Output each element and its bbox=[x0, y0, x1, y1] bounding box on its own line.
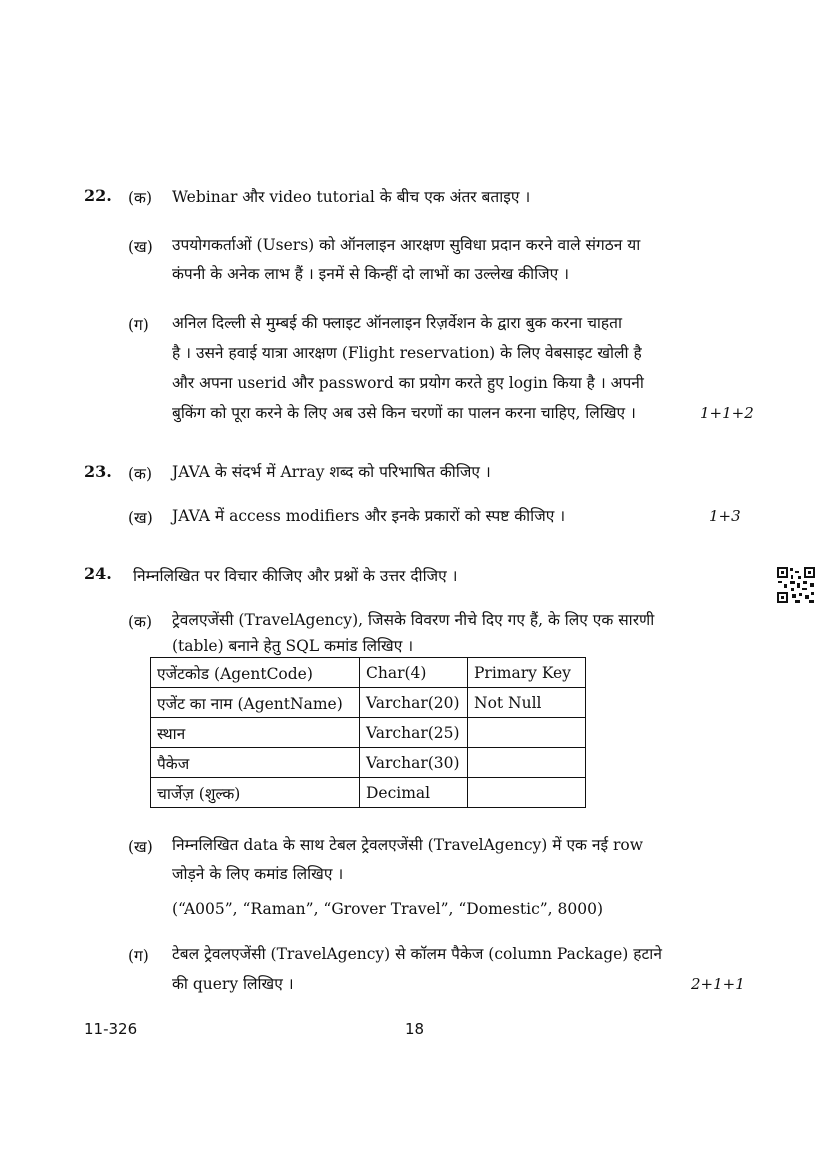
q22-part-c-line-3: और अपना userid और password का प्रयोग करते हुए login किया है । अपनी bbox=[172, 374, 644, 392]
q23-part-a-label: (क) bbox=[128, 465, 152, 483]
table-cell: Decimal bbox=[360, 778, 468, 808]
q24-part-b-data-values: (“A005”, “Raman”, “Grover Travel”, “Domestic”, 8000) bbox=[172, 900, 604, 918]
q24-part-a-label: (क) bbox=[128, 613, 152, 631]
q24-part-a-line-1: ट्रेवलएजेंसी (TravelAgency), जिसके विवरण नीचे दिए गए हैं, के लिए एक सारणी bbox=[172, 611, 655, 629]
q22-part-b-line-2: कंपनी के अनेक लाभ हैं । इनमें से किन्हीं दो लाभों का उल्लेख कीजिए । bbox=[172, 265, 569, 283]
travelagency-structure-table bbox=[150, 657, 586, 808]
q24-part-a-line-2: (table) बनाने हेतु SQL कमांड लिखिए । bbox=[172, 637, 414, 655]
q23-marks: 1+3 bbox=[709, 507, 741, 525]
question-number-23: 23. bbox=[84, 462, 112, 481]
q24-part-c-line-2: की query लिखिए । bbox=[172, 975, 294, 993]
q22-part-a-text: Webinar और video tutorial के बीच एक अंतर बताइए । bbox=[172, 188, 531, 206]
qr-code-icon bbox=[776, 566, 816, 604]
q23-part-b-text: JAVA में access modifiers और इनके प्रकारों को स्पष्ट कीजिए । bbox=[172, 507, 566, 525]
table-cell bbox=[468, 718, 586, 748]
q23-part-a-text: JAVA के संदर्भ में Array शब्द को परिभाषित कीजिए । bbox=[172, 463, 491, 481]
table-row bbox=[151, 688, 586, 718]
page-number: 18 bbox=[405, 1020, 425, 1038]
q22-part-c-label: (ग) bbox=[128, 316, 149, 334]
question-number-24: 24. bbox=[84, 564, 112, 583]
table-cell: एजेंट का नाम (AgentName) bbox=[151, 688, 360, 718]
q24-part-b-line-2: जोड़ने के लिए कमांड लिखिए । bbox=[172, 865, 344, 883]
q22-part-b-label: (ख) bbox=[128, 238, 153, 256]
q22-part-a-label: (क) bbox=[128, 189, 152, 207]
table-cell: Primary Key bbox=[468, 658, 586, 688]
q22-part-c-line-4: बुकिंग को पूरा करने के लिए अब उसे किन चरणों का पालन करना चाहिए, लिखिए । bbox=[172, 404, 636, 422]
table-cell: Not Null bbox=[468, 688, 586, 718]
table-row bbox=[151, 748, 586, 778]
table-cell: Varchar(20) bbox=[360, 688, 468, 718]
table-row bbox=[151, 778, 586, 808]
q24-part-b-line-1: निम्नलिखित data के साथ टेबल ट्रेवलएजेंसी (TravelAgency) में एक नई row bbox=[172, 836, 644, 854]
q24-part-b-label: (ख) bbox=[128, 838, 153, 856]
table-cell: Varchar(25) bbox=[360, 718, 468, 748]
q24-intro: निम्नलिखित पर विचार कीजिए और प्रश्नों के उत्तर दीजिए । bbox=[133, 567, 458, 585]
table-cell: स्थान bbox=[151, 718, 360, 748]
table-cell: Char(4) bbox=[360, 658, 468, 688]
table-row bbox=[151, 718, 586, 748]
table-cell: पैकेज bbox=[151, 748, 360, 778]
q22-part-b-line-1: उपयोगकर्ताओं (Users) को ऑनलाइन आरक्षण सुविधा प्रदान करने वाले संगठन या bbox=[172, 236, 641, 254]
table-cell bbox=[468, 778, 586, 808]
q24-part-c-line-1: टेबल ट्रेवलएजेंसी (TravelAgency) से कॉलम पैकेज (column Package) हटाने bbox=[172, 945, 662, 963]
q22-part-c-line-1: अनिल दिल्ली से मुम्बई की फ्लाइट ऑनलाइन रिज़र्वेशन के द्वारा बुक करना चाहता bbox=[172, 314, 623, 332]
q22-part-c-line-2: है । उसने हवाई यात्रा आरक्षण (Flight reservation) के लिए वेबसाइट खोली है bbox=[172, 344, 642, 362]
question-number-22: 22. bbox=[84, 186, 112, 205]
paper-code: 11-326 bbox=[84, 1020, 138, 1038]
q23-part-b-label: (ख) bbox=[128, 509, 153, 527]
table-cell bbox=[468, 748, 586, 778]
q24-marks: 2+1+1 bbox=[691, 975, 745, 993]
q22-marks: 1+1+2 bbox=[700, 404, 754, 422]
table-row bbox=[151, 658, 586, 688]
table-cell: एजेंटकोड (AgentCode) bbox=[151, 658, 360, 688]
table-cell: चार्जेज़ (शुल्क) bbox=[151, 778, 360, 808]
q24-part-c-label: (ग) bbox=[128, 947, 149, 965]
table-cell: Varchar(30) bbox=[360, 748, 468, 778]
